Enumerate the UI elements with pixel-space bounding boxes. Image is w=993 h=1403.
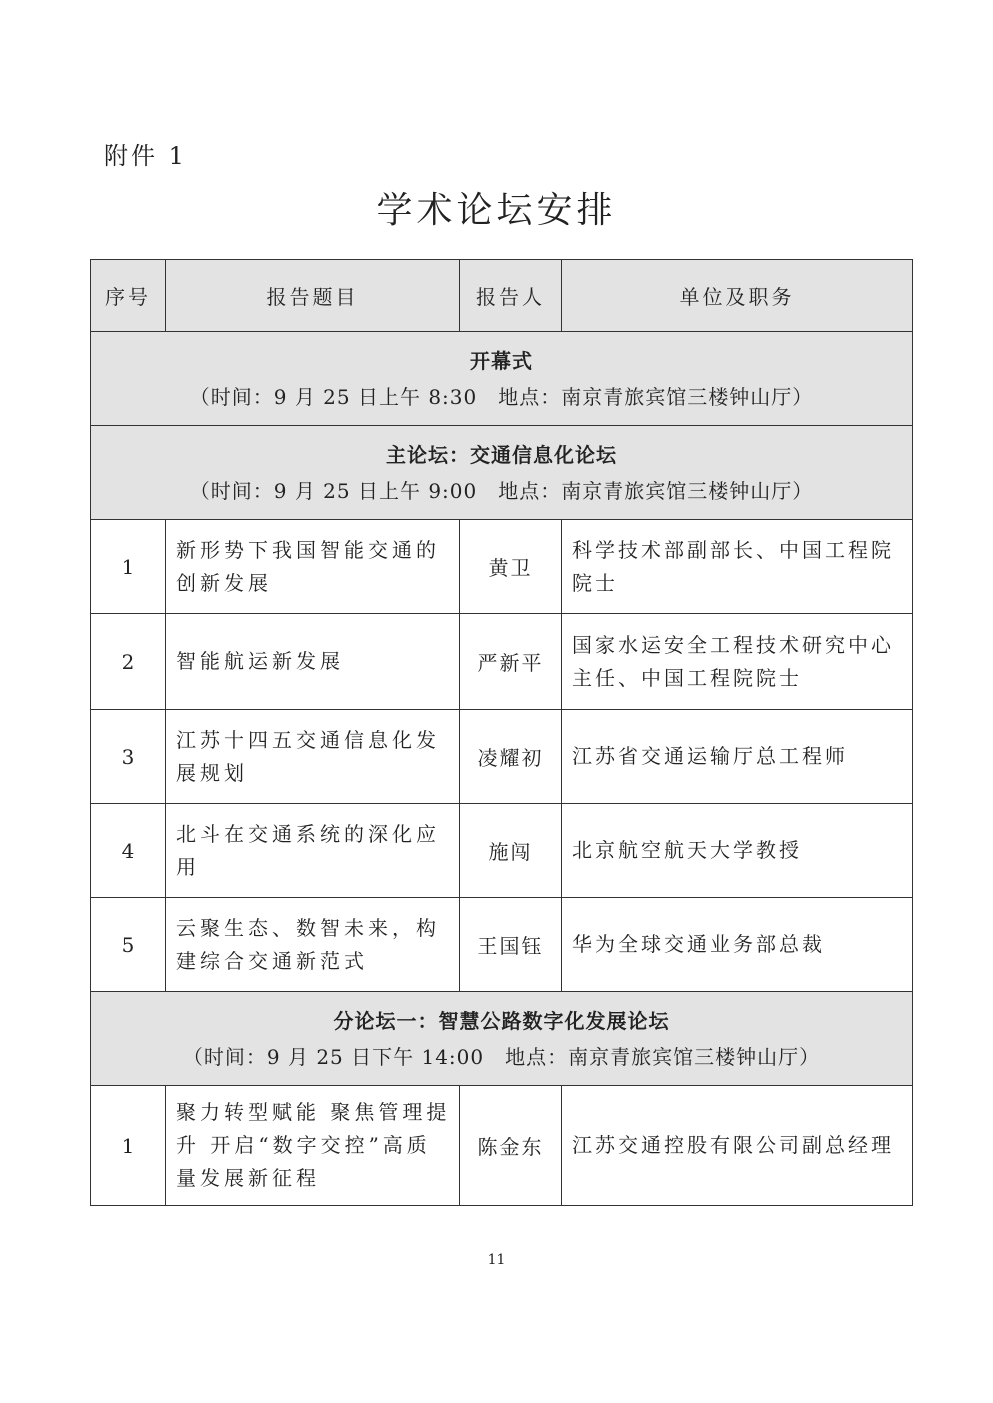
attachment-label: 附件 1 [104, 142, 187, 170]
document-title: 学术论坛安排 [376, 190, 617, 231]
session-info: （时间：9 月 25 日上午 8:30 地点：南京青旅宾馆三楼钟山厅） [189, 384, 814, 409]
talk-topic: 北斗在交通系统的深化应用 [166, 804, 460, 898]
session-cell [91, 426, 913, 520]
session-info: （时间：9 月 25 日上午 9:00 地点：南京青旅宾馆三楼钟山厅） [189, 478, 814, 503]
talk-topic: 智能航运新发展 [166, 614, 460, 710]
session-row-opening [91, 332, 913, 426]
talk-topic: 云聚生态、数智未来，构建综合交通新范式 [166, 898, 460, 992]
session-cell [91, 992, 913, 1086]
talk-number: 1 [91, 1086, 166, 1206]
header-number: 序号 [91, 260, 166, 332]
session-name: 分论坛一：智慧公路数字化发展论坛 [333, 1008, 670, 1033]
header-organization: 单位及职务 [562, 260, 913, 332]
session-row-sub-forum-1 [91, 992, 913, 1086]
talk-topic: 江苏十四五交通信息化发展规划 [166, 710, 460, 804]
talk-number: 1 [91, 520, 166, 614]
header-topic: 报告题目 [166, 260, 460, 332]
session-name: 开幕式 [470, 348, 533, 373]
table-header-row [91, 260, 913, 332]
talk-speaker: 王国钰 [460, 898, 562, 992]
header-speaker: 报告人 [460, 260, 562, 332]
session-info: （时间：9 月 25 日下午 14:00 地点：南京青旅宾馆三楼钟山厅） [182, 1044, 821, 1069]
session-cell [91, 332, 913, 426]
page-number: 11 [487, 1252, 506, 1268]
talk-speaker: 陈金东 [460, 1086, 562, 1206]
talk-number: 3 [91, 710, 166, 804]
table-row [91, 1086, 913, 1206]
forum-schedule-table [90, 259, 913, 1206]
talk-speaker: 黄卫 [460, 520, 562, 614]
talk-number: 2 [91, 614, 166, 710]
table-row [91, 710, 913, 804]
talk-speaker: 施闯 [460, 804, 562, 898]
talk-topic: 聚力转型赋能 聚焦管理提升 开启“数字交控”高质量发展新征程 [166, 1086, 460, 1206]
table-row [91, 614, 913, 710]
talk-organization: 华为全球交通业务部总裁 [562, 898, 913, 992]
talk-organization: 国家水运安全工程技术研究中心主任、中国工程院院士 [562, 614, 913, 710]
talk-organization: 北京航空航天大学教授 [562, 804, 913, 898]
talk-speaker: 凌耀初 [460, 710, 562, 804]
session-row-main-forum [91, 426, 913, 520]
talk-speaker: 严新平 [460, 614, 562, 710]
table-row [91, 520, 913, 614]
table-row [91, 898, 913, 992]
talk-number: 5 [91, 898, 166, 992]
talk-number: 4 [91, 804, 166, 898]
talk-organization: 江苏省交通运输厅总工程师 [562, 710, 913, 804]
table-row [91, 804, 913, 898]
talk-organization: 科学技术部副部长、中国工程院院士 [562, 520, 913, 614]
talk-topic: 新形势下我国智能交通的创新发展 [166, 520, 460, 614]
talk-organization: 江苏交通控股有限公司副总经理 [562, 1086, 913, 1206]
session-name: 主论坛：交通信息化论坛 [386, 442, 617, 467]
